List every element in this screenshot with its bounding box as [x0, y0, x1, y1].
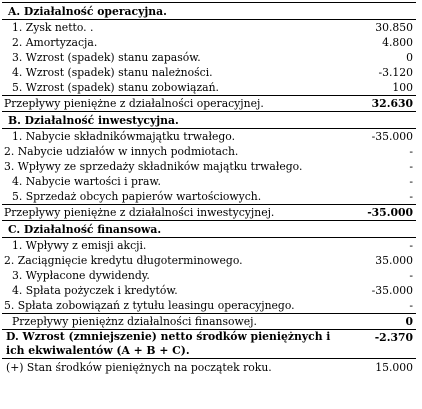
row-value: -: [409, 269, 413, 282]
row-value: 30.850: [375, 21, 413, 34]
total-value: -35.000: [343, 205, 416, 221]
row-value: -: [409, 239, 413, 252]
section-c-total: [2, 314, 416, 330]
row-label: 4. Wzrost (spadek) stanu należności.: [12, 66, 213, 79]
opening-balance-value: 15.000: [375, 360, 413, 374]
cash-flow-table: [2, 2, 416, 375]
row-value: -: [409, 160, 413, 173]
row-label: 5. Sprzedaż obcych papierów wartościowych.: [12, 190, 262, 203]
table-row: [2, 283, 416, 298]
table-row: [2, 144, 416, 159]
table-row: [2, 50, 416, 65]
section-a-header: [2, 3, 416, 20]
section-b-header: [2, 112, 416, 129]
total-label: Przepływy pieniężnz działalności finansowej.: [2, 314, 343, 330]
opening-balance-label: (+) Stan środków pieniężnych na początek roku.: [6, 360, 272, 374]
row-value: -: [409, 299, 413, 312]
row-label: 1. Wpływy z emisji akcji.: [12, 239, 147, 252]
row-label: 4. Nabycie wartości i praw.: [12, 175, 161, 188]
row-label: 3. Wypłacone dywidendy.: [12, 269, 150, 282]
row-label: 2. Amortyzacja.: [12, 36, 98, 49]
row-label: 1. Zysk netto. .: [12, 21, 94, 34]
section-c-title: C. Działalność finansowa.: [2, 221, 343, 238]
table-row: [2, 35, 416, 50]
row-value: -3.120: [378, 66, 413, 79]
section-c-header: [2, 221, 416, 238]
row-value: -35.000: [371, 130, 413, 143]
total-value: 32.630: [343, 96, 416, 112]
table-row: [2, 253, 416, 268]
section-b-total: [2, 205, 416, 221]
table-row: [2, 20, 416, 36]
table-row: [2, 80, 416, 96]
total-label: Przepływy pieniężne z działalności operacyjnej.: [2, 96, 343, 112]
table-row: [2, 65, 416, 80]
row-value: -35.000: [371, 284, 413, 297]
row-label: 4. Spłata pożyczek i kredytów.: [12, 284, 178, 297]
table-row: [2, 174, 416, 189]
row-label: 3. Wpływy ze sprzedaży składników majątku trwałego.: [4, 160, 303, 173]
row-label: 1. Nabycie składnikówmajątku trwałego.: [12, 130, 236, 143]
table-row: [2, 159, 416, 174]
row-value: -: [409, 190, 413, 203]
section-a-title: A. Działalność operacyjna.: [2, 3, 343, 20]
row-value: 0: [406, 51, 413, 64]
section-a-total: [2, 96, 416, 112]
section-d-row: [2, 330, 416, 359]
row-value: 35.000: [375, 254, 413, 267]
table-row: [2, 298, 416, 314]
row-label: 2. Zaciągnięcie kredytu długoterminowego.: [4, 254, 243, 267]
table-row: [2, 189, 416, 205]
row-label: 5. Spłata zobowiązań z tytułu leasingu operacyjnego.: [4, 299, 295, 312]
row-value: 100: [392, 81, 413, 94]
table-row: [2, 268, 416, 283]
section-d-value: -2.370: [343, 330, 416, 359]
row-label: 5. Wzrost (spadek) stanu zobowiązań.: [12, 81, 219, 94]
table-row: [2, 238, 416, 254]
row-value: -: [409, 175, 413, 188]
row-value: -: [409, 145, 413, 158]
section-d-label: D. Wzrost (zmniejszenie) netto środków pieniężnych i ich ekwiwalentów (A + B + C).: [2, 330, 343, 359]
row-label: 2. Nabycie udziałów w innych podmiotach.: [4, 145, 239, 158]
section-b-title: B. Działalność inwestycyjna.: [2, 112, 343, 129]
row-value: 4.800: [382, 36, 413, 49]
total-label: Przepływy pieniężne z działalności inwestycyjnej.: [2, 205, 343, 221]
total-value: 0: [343, 314, 416, 330]
opening-balance-row: [2, 359, 416, 376]
table-row: [2, 129, 416, 145]
row-label: 3. Wzrost (spadek) stanu zapasów.: [12, 51, 201, 64]
